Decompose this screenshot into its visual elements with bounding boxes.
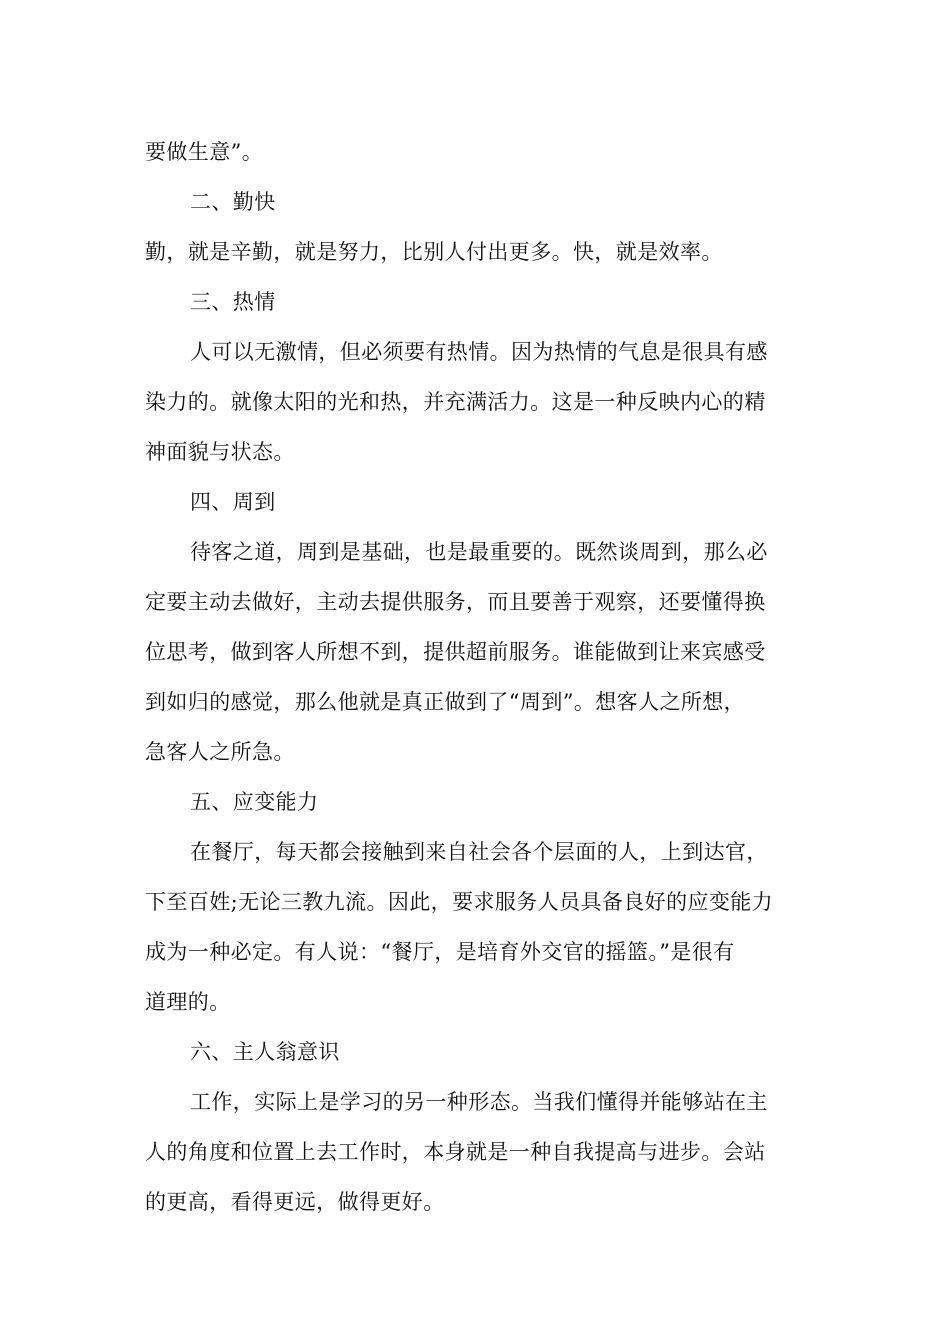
paragraph-line: 在餐厅，每天都会接触到来自社会各个层面的人，上到达官， — [190, 840, 768, 864]
paragraph-line: 到如归的感觉，那么他就是真正做到了“周到”。想客人之所想， — [145, 690, 746, 714]
paragraph-diligence: 勤，就是辛勤，就是努力，比别人付出更多。快，就是效率。 — [145, 240, 723, 264]
paragraph-line: 染力的。就像太阳的光和热，并充满活力。这是一种反映内心的精 — [145, 390, 766, 414]
paragraph-line: 工作，实际上是学习的另一种形态。当我们懂得并能够站在主 — [190, 1090, 768, 1114]
paragraph-line: 的更高，看得更远，做得更好。 — [145, 1190, 445, 1214]
section-heading-diligence: 二、勤快 — [190, 190, 276, 214]
section-heading-thoroughness: 四、周到 — [190, 490, 276, 514]
paragraph-line: 神面貌与状态。 — [145, 440, 295, 464]
paragraph-continuation: 要做生意”。 — [145, 140, 264, 164]
section-heading-adaptability: 五、应变能力 — [190, 790, 319, 814]
paragraph-line: 道理的。 — [145, 990, 231, 1014]
paragraph-line: 人可以无激情，但必须要有热情。因为热情的气息是很具有感 — [190, 340, 768, 364]
paragraph-line: 下至百姓;无论三教九流。因此，要求服务人员具备良好的应变能力 — [145, 890, 774, 914]
section-heading-ownership: 六、主人翁意识 — [190, 1040, 340, 1064]
paragraph-line: 定要主动去做好，主动去提供服务，而且要善于观察，还要懂得换 — [145, 590, 766, 614]
paragraph-line: 待客之道，周到是基础，也是最重要的。既然谈周到，那么必 — [190, 540, 768, 564]
paragraph-line: 人的角度和位置上去工作时，本身就是一种自我提高与进步。会站 — [145, 1140, 766, 1164]
paragraph-line: 成为一种必定。有人说：“餐厅，是培育外交官的摇篮。”是很有 — [145, 940, 735, 964]
section-heading-enthusiasm: 三、热情 — [190, 290, 276, 314]
paragraph-line: 位思考，做到客人所想不到，提供超前服务。谁能做到让来宾感受 — [145, 640, 766, 664]
paragraph-line: 急客人之所急。 — [145, 740, 295, 764]
